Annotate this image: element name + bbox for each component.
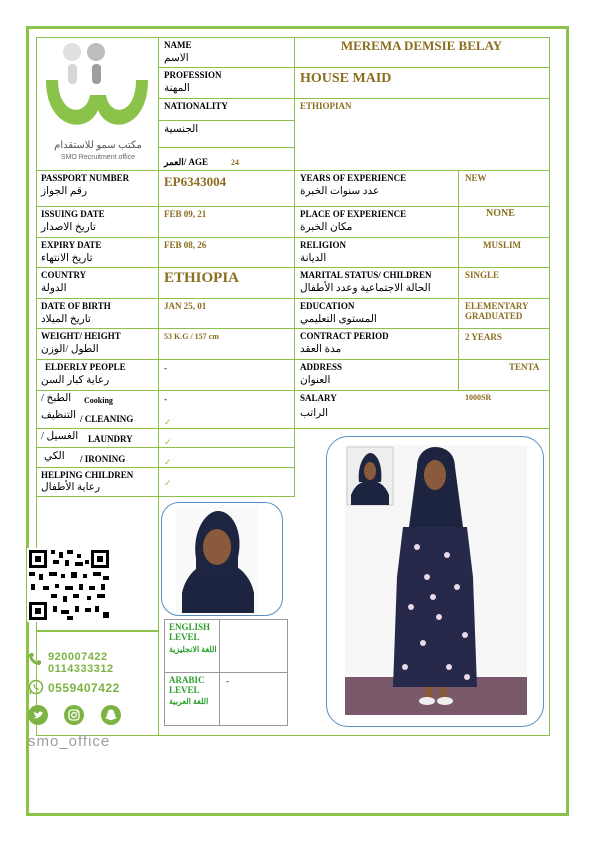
twitter-icon[interactable] <box>28 705 48 725</box>
passport-label: PASSPORT NUMBER <box>41 173 130 183</box>
name-value: MEREMA DEMSIE BELAY <box>340 38 503 53</box>
education-value: ELEMENTARY GRADUATED <box>465 301 529 321</box>
profession-value: HOUSE MAID <box>300 71 392 86</box>
instagram-icon[interactable] <box>64 705 84 725</box>
nationality-label: NATIONALITY <box>164 101 228 111</box>
experience-years-label-ar: عدد سنوات الخبرة <box>300 186 380 197</box>
nationality-value: ETHIOPIAN <box>300 101 352 111</box>
issuing-label: ISSUING DATE <box>41 209 105 219</box>
country-label-ar: الدولة <box>41 283 67 294</box>
arabic-level-value: - <box>226 676 229 686</box>
contract-label: CONTRACT PERIOD <box>300 331 389 341</box>
ironing-label-ar: الكي <box>44 451 65 462</box>
address-label: ADDRESS <box>300 362 343 372</box>
ironing-check: ✓ <box>164 457 172 467</box>
helping-children-label: HELPING CHILDREN <box>41 470 134 480</box>
logo-text-ar: مكتب سمو للاستقدام <box>54 140 142 151</box>
experience-years-label: YEARS OF EXPERIENCE <box>300 173 407 183</box>
weight-value: 53 K.G / 157 cm <box>164 332 219 341</box>
name-label: NAME <box>164 40 192 50</box>
logo-text-en: SMO Recruitment office <box>60 154 136 161</box>
arabic-level-label: ARABIC LEVEL <box>169 675 205 695</box>
issuing-value: FEB 09, 21 <box>164 209 207 219</box>
qr-code <box>27 548 111 622</box>
salary-value: 1000SR <box>465 393 492 402</box>
age-label: العمر/ AGE <box>164 157 209 167</box>
full-body-photo <box>326 436 544 727</box>
issuing-label-ar: تاريخ الاصدار <box>41 222 96 233</box>
weight-label-ar: الطول /الوزن <box>41 344 99 355</box>
cooking-value: - <box>164 394 167 404</box>
phone-1: 920007422 <box>48 651 108 663</box>
expiry-label-ar: تاريخ الانتهاء <box>41 253 93 264</box>
religion-label: RELIGION <box>300 240 347 250</box>
elderly-label: ELDERLY PEOPLE <box>45 362 126 372</box>
social-handle: smo_office <box>28 733 111 750</box>
dob-value: JAN 25, 01 <box>164 301 207 311</box>
country-label: COUNTRY <box>41 270 87 280</box>
marital-label-ar: الحالة الاجتماعية وعدد الأطفال <box>300 283 431 294</box>
profession-label-ar: المهنة <box>164 83 190 94</box>
profession-label: PROFESSION <box>164 70 222 80</box>
laundry-check: ✓ <box>164 437 172 447</box>
whatsapp-number: 0559407422 <box>48 681 120 695</box>
experience-place-label-ar: مكان الخبرة <box>300 222 353 233</box>
passport-label-ar: رقم الجواز <box>41 186 88 197</box>
salary-label: SALARY <box>300 393 337 403</box>
marital-label: MARITAL STATUS/ CHILDREN <box>300 270 432 280</box>
contract-value: 2 YEARS <box>465 332 502 342</box>
education-label-ar: المستوى التعليمي <box>300 314 377 325</box>
elderly-value: - <box>164 363 167 373</box>
english-level-label: ENGLISH LEVEL <box>169 622 211 642</box>
cleaning-label: / CLEANING <box>80 414 134 424</box>
weight-label: WEIGHT/ HEIGHT <box>41 331 121 341</box>
cooking-label-ar: الطبخ / <box>41 393 72 404</box>
education-label: EDUCATION <box>300 301 355 311</box>
address-value: TENTA <box>509 362 540 372</box>
country-value: ETHIOPIA <box>164 270 240 286</box>
contract-label-ar: مدة العقد <box>300 344 342 355</box>
phone-2: 0114333312 <box>48 663 114 675</box>
laundry-label: LAUNDRY <box>88 434 133 444</box>
cleaning-label-ar: التنظيف <box>41 410 77 421</box>
phone-icon <box>28 652 42 671</box>
expiry-value: FEB 08, 26 <box>164 240 207 250</box>
experience-place-label: PLACE OF EXPERIENCE <box>300 209 407 219</box>
marital-value: SINGLE <box>465 270 500 280</box>
snapchat-icon[interactable] <box>101 705 121 725</box>
experience-years-value: NEW <box>465 173 487 183</box>
address-label-ar: العنوان <box>300 375 331 386</box>
dob-label-ar: تاريخ الميلاد <box>41 314 91 325</box>
portrait-photo <box>161 502 283 616</box>
experience-place-value: NONE <box>486 208 515 219</box>
elderly-label-ar: رعاية كبار السن <box>41 375 110 386</box>
religion-label-ar: الديانة <box>300 253 327 264</box>
dob-label: DATE OF BIRTH <box>41 301 111 311</box>
expiry-label: EXPIRY DATE <box>41 240 102 250</box>
english-level-label-ar: اللغة الانجليزية <box>169 645 217 654</box>
cleaning-check: ✓ <box>164 417 172 427</box>
salary-label-ar: الراتب <box>300 408 329 419</box>
nationality-label-ar: الجنسية <box>164 124 199 135</box>
passport-value: EP6343004 <box>164 174 227 189</box>
laundry-label-ar: الغسيل / <box>41 431 79 442</box>
name-label-ar: الاسم <box>164 53 189 64</box>
logo <box>38 40 156 165</box>
age-value: 24 <box>231 158 239 167</box>
ironing-label: / IRONING <box>80 454 126 464</box>
logo-mark <box>38 40 156 140</box>
cooking-label: Cooking <box>84 396 113 405</box>
helping-children-label-ar: رعاية الأطفال <box>41 482 101 493</box>
whatsapp-icon <box>28 679 44 700</box>
helping-children-check: ✓ <box>164 478 172 488</box>
religion-value: MUSLIM <box>483 240 521 250</box>
arabic-level-label-ar: اللغة العربية <box>169 697 209 706</box>
